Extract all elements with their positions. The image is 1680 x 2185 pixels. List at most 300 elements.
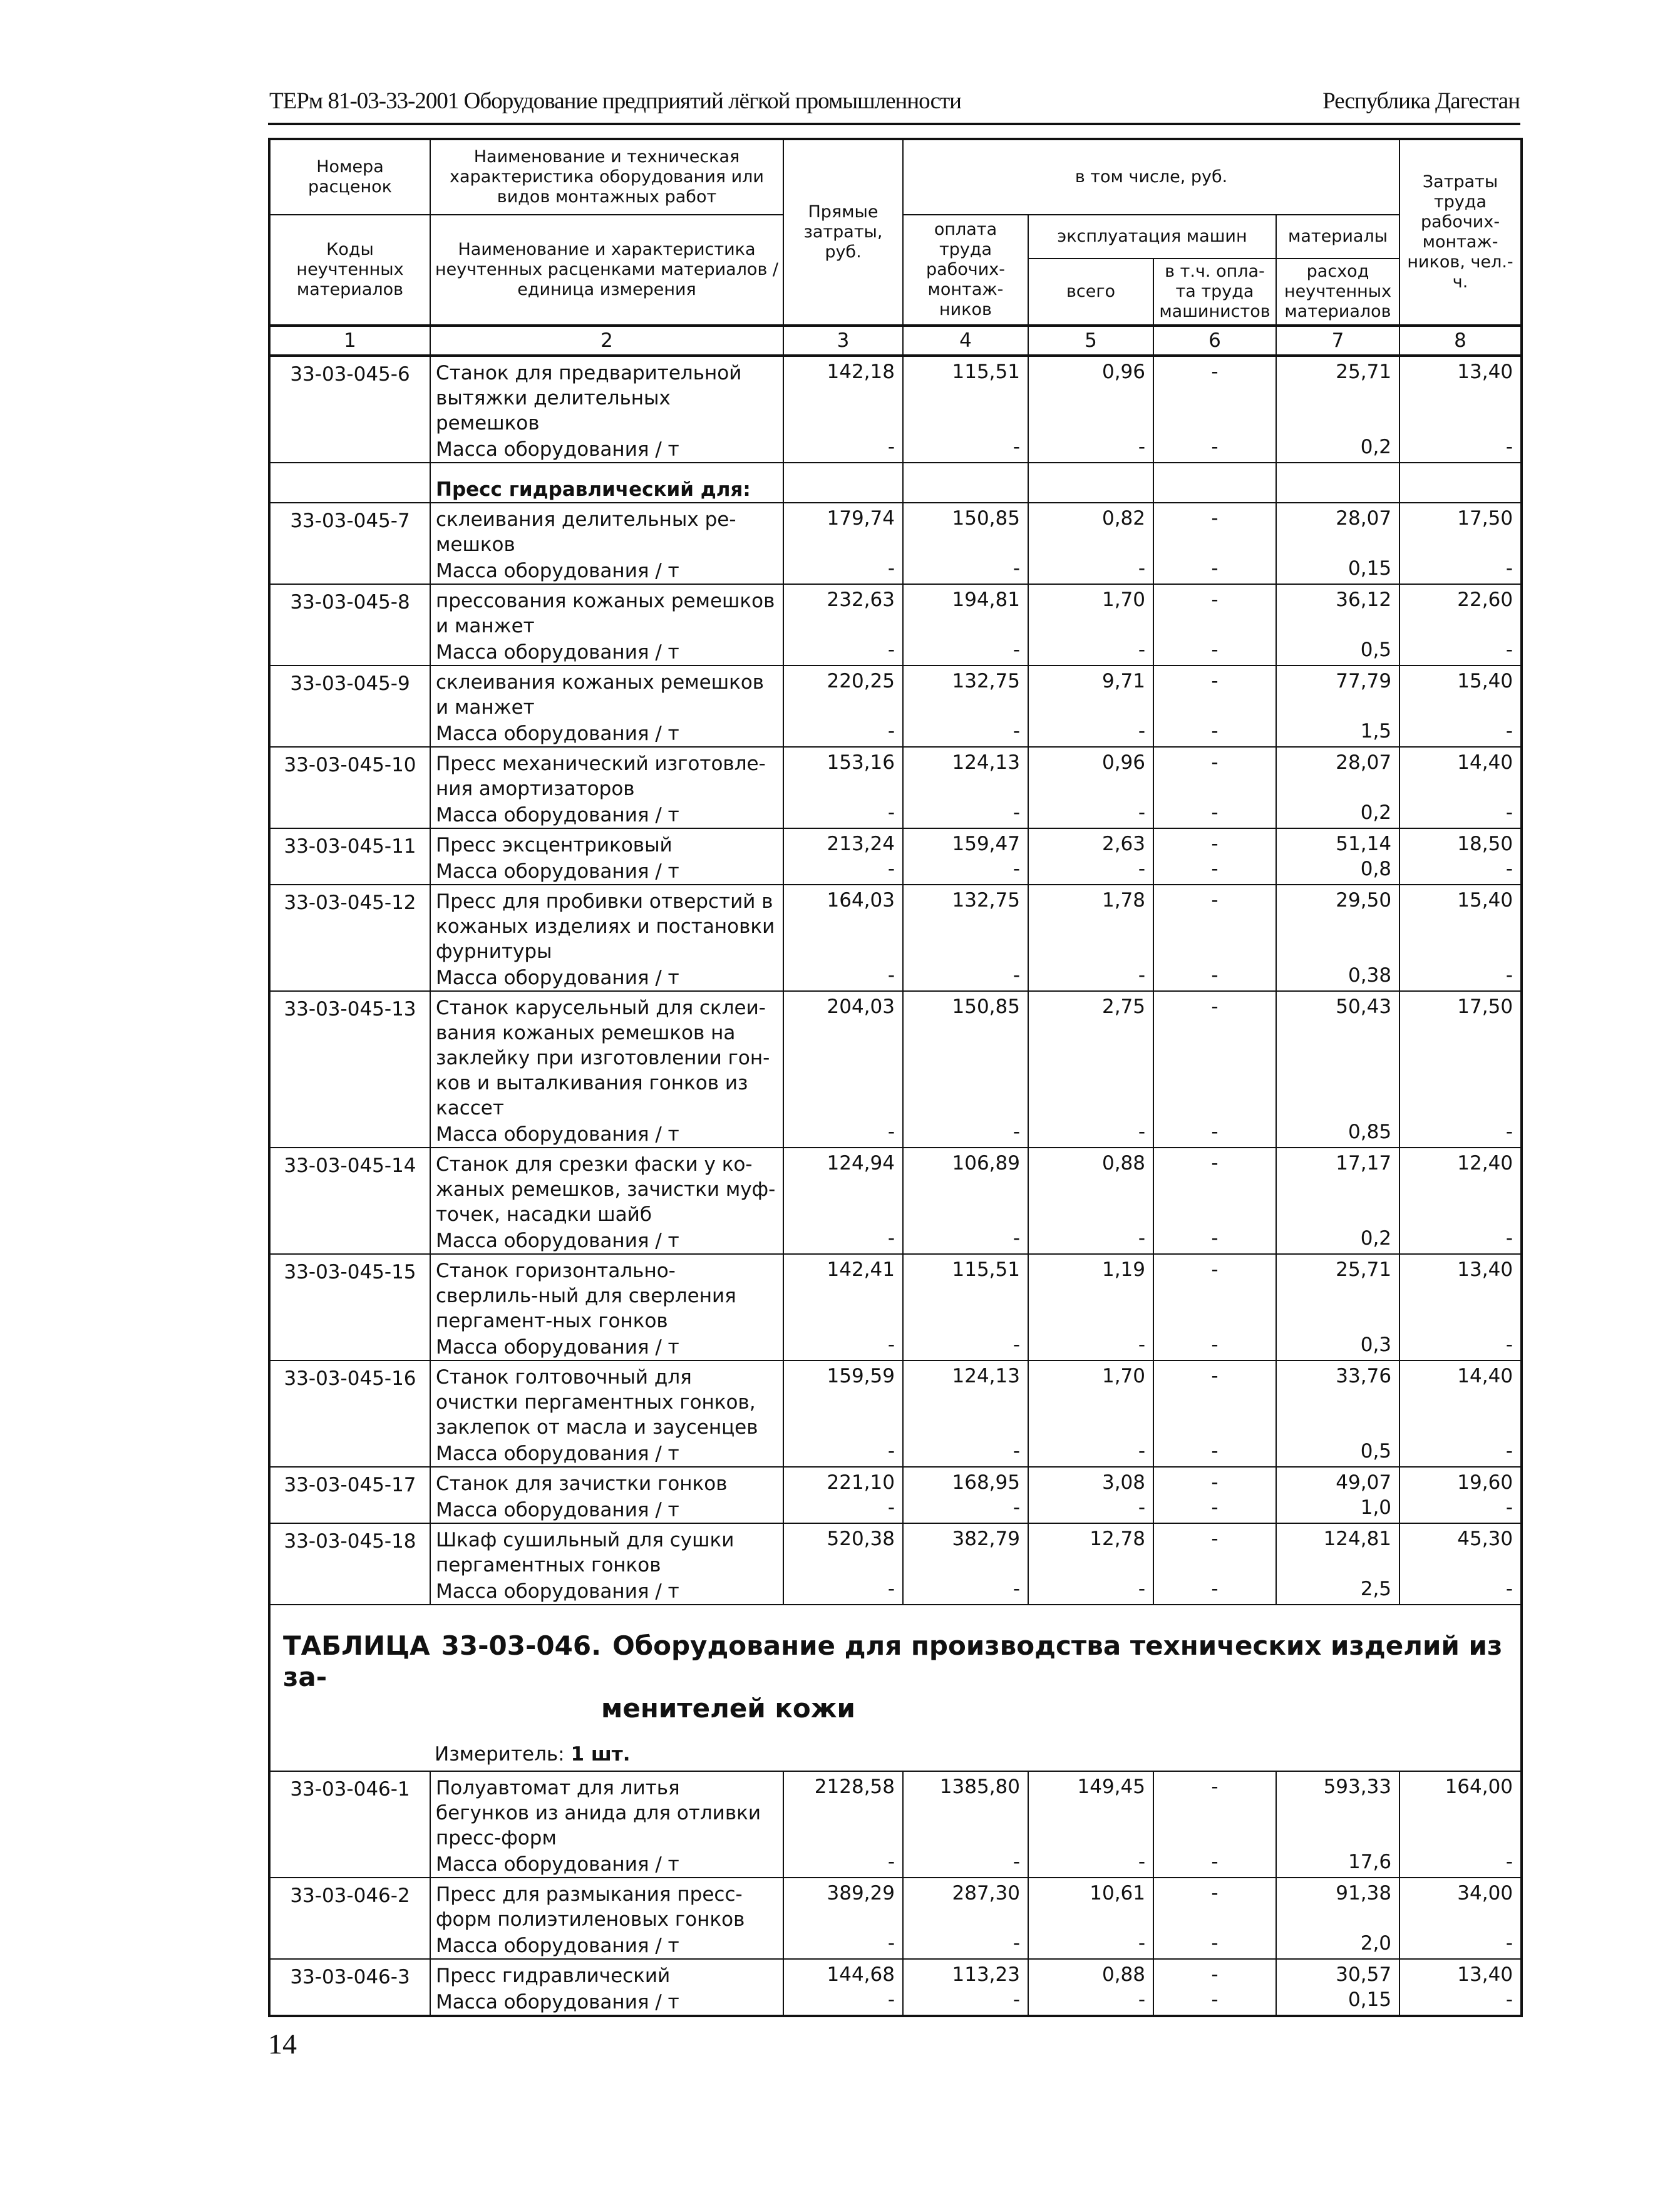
rate-row <box>269 1148 1522 1227</box>
mass-labor-pay-value: - <box>903 1496 1028 1523</box>
material-value: 28,07 <box>1276 503 1399 557</box>
mass-machine-total-value: - <box>1028 1496 1153 1523</box>
mass-label: Масса оборудования / т <box>430 1121 783 1148</box>
rate-code: 33-03-045-17 <box>269 1467 430 1496</box>
mass-material-value: 2,5 <box>1276 1578 1399 1605</box>
rate-row <box>269 584 1522 639</box>
mass-code <box>269 1121 430 1148</box>
table-label: ТАБЛИЦА <box>283 1630 430 1661</box>
machine-total-value: 0,82 <box>1028 503 1153 557</box>
mass-label: Масса оборудования / т <box>430 1988 783 2016</box>
material-value: 30,57 <box>1276 1959 1399 1988</box>
mass-code <box>269 1988 430 2016</box>
mass-labor-hours-value: - <box>1399 1121 1522 1148</box>
mass-machinist-pay-value: - <box>1153 1334 1276 1360</box>
mass-direct-cost-value: - <box>783 801 903 828</box>
material-value: 25,71 <box>1276 1254 1399 1334</box>
labor-hours-value: 13,40 <box>1399 1959 1522 1988</box>
labor-pay-value: 132,75 <box>903 666 1028 720</box>
mass-labor-hours-value: - <box>1399 1334 1522 1360</box>
mass-direct-cost-value: - <box>783 964 903 991</box>
header-labor-pay: оплата труда рабочих-монтаж-ников <box>903 215 1028 326</box>
direct-cost-value: 142,18 <box>783 356 903 436</box>
section-row <box>269 463 1522 503</box>
rate-row <box>269 666 1522 720</box>
rate-name: Станок карусельный для склеи-вания кожаных ремешков на заклейку при изготовлении гон-ков и выталкивания гонков из кассет <box>430 991 783 1121</box>
column-number: 6 <box>1153 326 1276 356</box>
mass-machine-total-value: - <box>1028 964 1153 991</box>
mass-code <box>269 801 430 828</box>
mass-labor-hours-value: - <box>1399 1227 1522 1254</box>
mass-material-value: 0,15 <box>1276 557 1399 584</box>
mass-code <box>269 639 430 666</box>
machine-total-value: 1,78 <box>1028 885 1153 964</box>
mass-row <box>269 1851 1522 1878</box>
rate-code: 33-03-045-6 <box>269 356 430 436</box>
labor-hours-value: 14,40 <box>1399 1360 1522 1440</box>
mass-machine-total-value: - <box>1028 1578 1153 1605</box>
mass-labor-pay-value: - <box>903 1988 1028 2016</box>
machine-total-value: 149,45 <box>1028 1771 1153 1851</box>
mass-direct-cost-value: - <box>783 1932 903 1959</box>
material-value: 77,79 <box>1276 666 1399 720</box>
mass-label: Масса оборудования / т <box>430 858 783 885</box>
table-header <box>269 139 1522 356</box>
mass-labor-pay-value: - <box>903 1851 1028 1878</box>
mass-labor-hours-value: - <box>1399 801 1522 828</box>
labor-pay-value: 1385,80 <box>903 1771 1028 1851</box>
column-number: 3 <box>783 326 903 356</box>
direct-cost-value: 124,94 <box>783 1148 903 1227</box>
mass-direct-cost-value: - <box>783 1121 903 1148</box>
mass-code <box>269 1440 430 1467</box>
rate-code: 33-03-045-14 <box>269 1148 430 1227</box>
direct-cost-value: 232,63 <box>783 584 903 639</box>
mass-machine-total-value: - <box>1028 720 1153 747</box>
rate-code: 33-03-045-9 <box>269 666 430 720</box>
table-title-text-cont: менителей кожи <box>601 1693 855 1724</box>
header-rate-numbers: Номера расценок <box>269 139 430 215</box>
document-code-header: ТЕРм 81-03-33-2001 Оборудование предприятий лёгкой промышленности <box>269 88 961 114</box>
rate-name: прессования кожаных ремешков и манжет <box>430 584 783 639</box>
mass-label: Масса оборудования / т <box>430 964 783 991</box>
mass-material-value: 0,5 <box>1276 1440 1399 1467</box>
machine-total-value: 2,75 <box>1028 991 1153 1121</box>
mass-label: Масса оборудования / т <box>430 1578 783 1605</box>
header-material-name: Наименование и характеристика неучтенных расценками материалов / единица измерения <box>430 215 783 326</box>
rate-row <box>269 1878 1522 1932</box>
material-value: 124,81 <box>1276 1523 1399 1578</box>
mass-row <box>269 801 1522 828</box>
machinist-pay-value: - <box>1153 1254 1276 1334</box>
mass-direct-cost-value: - <box>783 1440 903 1467</box>
header-material-consumption: расход неучтенных материалов <box>1276 259 1399 326</box>
header-machinist-pay: в т.ч. опла-та труда машинистов <box>1153 259 1276 326</box>
machinist-pay-value: - <box>1153 356 1276 436</box>
column-number: 4 <box>903 326 1028 356</box>
section-empty-cell <box>1276 463 1399 503</box>
mass-label: Масса оборудования / т <box>430 1932 783 1959</box>
mass-labor-hours-value: - <box>1399 1932 1522 1959</box>
mass-labor-hours-value: - <box>1399 858 1522 885</box>
direct-cost-value: 213,24 <box>783 828 903 858</box>
rate-name: Полуавтомат для литья бегунков из анида для отливки пресс-форм <box>430 1771 783 1851</box>
mass-machinist-pay-value: - <box>1153 1851 1276 1878</box>
mass-machine-total-value: - <box>1028 1988 1153 2016</box>
rate-name: Пресс гидравлический <box>430 1959 783 1988</box>
mass-machinist-pay-value: - <box>1153 1988 1276 2016</box>
mass-label: Масса оборудования / т <box>430 801 783 828</box>
mass-direct-cost-value: - <box>783 1851 903 1878</box>
machine-total-value: 0,96 <box>1028 356 1153 436</box>
rate-code: 33-03-045-10 <box>269 747 430 801</box>
header-total: всего <box>1028 259 1153 326</box>
labor-pay-value: 124,13 <box>903 1360 1028 1440</box>
mass-label: Масса оборудования / т <box>430 639 783 666</box>
machinist-pay-value: - <box>1153 1771 1276 1851</box>
rate-name: Шкаф сушильный для сушки пергаментных гонков <box>430 1523 783 1578</box>
labor-hours-value: 22,60 <box>1399 584 1522 639</box>
mass-row <box>269 1334 1522 1360</box>
labor-pay-value: 168,95 <box>903 1467 1028 1496</box>
rate-name: Пресс эксцентриковый <box>430 828 783 858</box>
machine-total-value: 0,96 <box>1028 747 1153 801</box>
rate-row <box>269 1360 1522 1440</box>
rate-row <box>269 1467 1522 1496</box>
measure-label: Измеритель: <box>435 1743 565 1766</box>
mass-direct-cost-value: - <box>783 858 903 885</box>
rate-row <box>269 991 1522 1121</box>
mass-machinist-pay-value: - <box>1153 557 1276 584</box>
table-title-row <box>269 1605 1522 1730</box>
mass-machinist-pay-value: - <box>1153 858 1276 885</box>
material-value: 33,76 <box>1276 1360 1399 1440</box>
labor-hours-value: 13,40 <box>1399 356 1522 436</box>
mass-machine-total-value: - <box>1028 1121 1153 1148</box>
labor-hours-value: 34,00 <box>1399 1878 1522 1932</box>
labor-pay-value: 194,81 <box>903 584 1028 639</box>
mass-labor-pay-value: - <box>903 1440 1028 1467</box>
mass-machinist-pay-value: - <box>1153 436 1276 463</box>
machinist-pay-value: - <box>1153 1360 1276 1440</box>
labor-hours-value: 19,60 <box>1399 1467 1522 1496</box>
mass-code <box>269 436 430 463</box>
mass-code <box>269 1851 430 1878</box>
header-equipment-name: Наименование и техническая характеристика оборудования или видов монтажных работ <box>430 139 783 215</box>
mass-direct-cost-value: - <box>783 720 903 747</box>
rate-row <box>269 1523 1522 1578</box>
mass-labor-pay-value: - <box>903 1121 1028 1148</box>
mass-code <box>269 1227 430 1254</box>
mass-row <box>269 1578 1522 1605</box>
direct-cost-value: 164,03 <box>783 885 903 964</box>
mass-material-value: 0,85 <box>1276 1121 1399 1148</box>
rate-row <box>269 1771 1522 1851</box>
mass-machine-total-value: - <box>1028 436 1153 463</box>
header-labor-costs: Затраты труда рабочих-монтаж-ников, чел.-ч. <box>1399 139 1522 326</box>
rate-name: склеивания делительных ре-мешков <box>430 503 783 557</box>
material-value: 17,17 <box>1276 1148 1399 1227</box>
mass-material-value: 1,5 <box>1276 720 1399 747</box>
section-title: Пресс гидравлический для: <box>430 463 783 503</box>
labor-hours-value: 12,40 <box>1399 1148 1522 1227</box>
labor-pay-value: 150,85 <box>903 503 1028 557</box>
mass-machinist-pay-value: - <box>1153 801 1276 828</box>
mass-labor-hours-value: - <box>1399 1440 1522 1467</box>
header-machine-exploitation: эксплуатация машин <box>1028 215 1276 259</box>
rate-name: Пресс механический изготовле-ния амортизаторов <box>430 747 783 801</box>
mass-material-value: 0,38 <box>1276 964 1399 991</box>
mass-code <box>269 964 430 991</box>
mass-row <box>269 557 1522 584</box>
mass-labor-pay-value: - <box>903 436 1028 463</box>
rate-name: Станок горизонтально-сверлиль-ный для сверления пергамент-ных гонков <box>430 1254 783 1334</box>
mass-label: Масса оборудования / т <box>430 1496 783 1523</box>
measure-value: 1 шт. <box>570 1743 631 1766</box>
machinist-pay-value: - <box>1153 666 1276 720</box>
mass-machinist-pay-value: - <box>1153 1440 1276 1467</box>
rate-code: 33-03-045-15 <box>269 1254 430 1334</box>
rate-name: Станок для срезки фаски у ко-жаных ремешков, зачистки муф-точек, насадки шайб <box>430 1148 783 1227</box>
column-number: 8 <box>1399 326 1522 356</box>
mass-row <box>269 1496 1522 1523</box>
mass-direct-cost-value: - <box>783 639 903 666</box>
labor-hours-value: 17,50 <box>1399 503 1522 557</box>
mass-label: Масса оборудования / т <box>430 1227 783 1254</box>
table-number: 33-03-046. <box>441 1630 602 1661</box>
machine-total-value: 0,88 <box>1028 1148 1153 1227</box>
mass-labor-hours-value: - <box>1399 720 1522 747</box>
direct-cost-value: 204,03 <box>783 991 903 1121</box>
mass-machine-total-value: - <box>1028 1227 1153 1254</box>
header-including: в том числе, руб. <box>903 139 1399 215</box>
rate-row <box>269 503 1522 557</box>
direct-cost-value: 2128,58 <box>783 1771 903 1851</box>
mass-row <box>269 436 1522 463</box>
material-value: 29,50 <box>1276 885 1399 964</box>
column-numbers-row <box>269 326 1522 356</box>
rate-code: 33-03-045-18 <box>269 1523 430 1578</box>
mass-labor-hours-value: - <box>1399 1496 1522 1523</box>
machine-total-value: 1,70 <box>1028 584 1153 639</box>
mass-direct-cost-value: - <box>783 1227 903 1254</box>
labor-hours-value: 18,50 <box>1399 828 1522 858</box>
mass-labor-hours-value: - <box>1399 557 1522 584</box>
machine-total-value: 0,88 <box>1028 1959 1153 1988</box>
mass-material-value: 1,0 <box>1276 1496 1399 1523</box>
mass-machinist-pay-value: - <box>1153 639 1276 666</box>
rate-name: склеивания кожаных ремешков и манжет <box>430 666 783 720</box>
rate-row <box>269 885 1522 964</box>
labor-pay-value: 113,23 <box>903 1959 1028 1988</box>
labor-hours-value: 15,40 <box>1399 885 1522 964</box>
mass-row <box>269 1440 1522 1467</box>
region-header: Республика Дагестан <box>1322 88 1520 114</box>
price-table <box>268 138 1523 2017</box>
machinist-pay-value: - <box>1153 828 1276 858</box>
mass-labor-pay-value: - <box>903 1334 1028 1360</box>
material-value: 25,71 <box>1276 356 1399 436</box>
mass-direct-cost-value: - <box>783 557 903 584</box>
table-title <box>269 1605 1522 1730</box>
mass-direct-cost-value: - <box>783 1988 903 2016</box>
direct-cost-value: 520,38 <box>783 1523 903 1578</box>
mass-material-value: 2,0 <box>1276 1932 1399 1959</box>
mass-direct-cost-value: - <box>783 436 903 463</box>
table-body <box>269 356 1522 2016</box>
rate-row <box>269 747 1522 801</box>
rate-name: Пресс для размыкания пресс-форм полиэтиленовых гонков <box>430 1878 783 1932</box>
machine-total-value: 2,63 <box>1028 828 1153 858</box>
rate-row <box>269 356 1522 436</box>
mass-material-value: 0,15 <box>1276 1988 1399 2016</box>
mass-machine-total-value: - <box>1028 1334 1153 1360</box>
rate-name: Станок для зачистки гонков <box>430 1467 783 1496</box>
mass-machinist-pay-value: - <box>1153 1227 1276 1254</box>
labor-hours-value: 13,40 <box>1399 1254 1522 1334</box>
labor-pay-value: 115,51 <box>903 1254 1028 1334</box>
mass-code <box>269 720 430 747</box>
machinist-pay-value: - <box>1153 503 1276 557</box>
mass-material-value: 0,8 <box>1276 858 1399 885</box>
mass-labor-pay-value: - <box>903 1578 1028 1605</box>
material-value: 49,07 <box>1276 1467 1399 1496</box>
labor-pay-value: 115,51 <box>903 356 1028 436</box>
mass-row <box>269 720 1522 747</box>
mass-material-value: 0,5 <box>1276 639 1399 666</box>
section-empty-cell <box>783 463 903 503</box>
rate-code: 33-03-045-11 <box>269 828 430 858</box>
mass-machinist-pay-value: - <box>1153 1121 1276 1148</box>
direct-cost-value: 144,68 <box>783 1959 903 1988</box>
mass-code <box>269 1932 430 1959</box>
table-title-text: Оборудование для производства технических изделий из за- <box>283 1630 1503 1692</box>
material-value: 91,38 <box>1276 1878 1399 1932</box>
mass-direct-cost-value: - <box>783 1334 903 1360</box>
mass-labor-pay-value: - <box>903 557 1028 584</box>
machine-total-value: 1,70 <box>1028 1360 1153 1440</box>
mass-code <box>269 557 430 584</box>
column-number: 5 <box>1028 326 1153 356</box>
rate-code: 33-03-046-1 <box>269 1771 430 1851</box>
mass-label: Масса оборудования / т <box>430 1334 783 1360</box>
mass-labor-hours-value: - <box>1399 639 1522 666</box>
mass-material-value: 17,6 <box>1276 1851 1399 1878</box>
section-code-cell <box>269 463 430 503</box>
rate-code: 33-03-045-12 <box>269 885 430 964</box>
mass-direct-cost-value: - <box>783 1496 903 1523</box>
machinist-pay-value: - <box>1153 1878 1276 1932</box>
mass-row <box>269 964 1522 991</box>
mass-code <box>269 858 430 885</box>
machine-total-value: 3,08 <box>1028 1467 1153 1496</box>
machine-total-value: 12,78 <box>1028 1523 1153 1578</box>
mass-label: Масса оборудования / т <box>430 720 783 747</box>
rate-row <box>269 1254 1522 1334</box>
mass-machine-total-value: - <box>1028 1932 1153 1959</box>
mass-labor-pay-value: - <box>903 964 1028 991</box>
machinist-pay-value: - <box>1153 584 1276 639</box>
labor-hours-value: 17,50 <box>1399 991 1522 1121</box>
mass-labor-hours-value: - <box>1399 436 1522 463</box>
measure-row <box>269 1730 1522 1771</box>
labor-pay-value: 287,30 <box>903 1878 1028 1932</box>
rate-row <box>269 828 1522 858</box>
mass-machine-total-value: - <box>1028 557 1153 584</box>
direct-cost-value: 220,25 <box>783 666 903 720</box>
direct-cost-value: 389,29 <box>783 1878 903 1932</box>
rate-name: Станок для предварительной вытяжки делительных ремешков <box>430 356 783 436</box>
mass-labor-pay-value: - <box>903 720 1028 747</box>
page-number: 14 <box>268 2028 297 2060</box>
machinist-pay-value: - <box>1153 885 1276 964</box>
mass-machinist-pay-value: - <box>1153 1932 1276 1959</box>
mass-material-value: 0,2 <box>1276 436 1399 463</box>
header-materials: материалы <box>1276 215 1399 259</box>
mass-code <box>269 1578 430 1605</box>
labor-pay-value: 106,89 <box>903 1148 1028 1227</box>
rate-code: 33-03-045-13 <box>269 991 430 1121</box>
direct-cost-value: 179,74 <box>783 503 903 557</box>
mass-material-value: 0,3 <box>1276 1334 1399 1360</box>
mass-labor-pay-value: - <box>903 801 1028 828</box>
section-empty-cell <box>903 463 1028 503</box>
material-value: 593,33 <box>1276 1771 1399 1851</box>
labor-hours-value: 14,40 <box>1399 747 1522 801</box>
machinist-pay-value: - <box>1153 1959 1276 1988</box>
rate-code: 33-03-045-7 <box>269 503 430 557</box>
rate-name: Пресс для пробивки отверстий в кожаных изделиях и постановки фурнитуры <box>430 885 783 964</box>
mass-labor-pay-value: - <box>903 639 1028 666</box>
direct-cost-value: 153,16 <box>783 747 903 801</box>
mass-row <box>269 1988 1522 2016</box>
rate-code: 33-03-046-2 <box>269 1878 430 1932</box>
machinist-pay-value: - <box>1153 1523 1276 1578</box>
column-number: 2 <box>430 326 783 356</box>
machinist-pay-value: - <box>1153 991 1276 1121</box>
rate-name: Станок голтовочный для очистки пергаментных гонков, заклепок от масла и заусенцев <box>430 1360 783 1440</box>
mass-labor-pay-value: - <box>903 1227 1028 1254</box>
material-value: 28,07 <box>1276 747 1399 801</box>
rate-code: 33-03-045-8 <box>269 584 430 639</box>
labor-pay-value: 132,75 <box>903 885 1028 964</box>
header-rule <box>268 123 1520 125</box>
machine-total-value: 1,19 <box>1028 1254 1153 1334</box>
mass-row <box>269 639 1522 666</box>
mass-machinist-pay-value: - <box>1153 1496 1276 1523</box>
rate-row <box>269 1959 1522 1988</box>
mass-labor-hours-value: - <box>1399 1578 1522 1605</box>
mass-code <box>269 1496 430 1523</box>
mass-machine-total-value: - <box>1028 1440 1153 1467</box>
machinist-pay-value: - <box>1153 1148 1276 1227</box>
labor-pay-value: 382,79 <box>903 1523 1028 1578</box>
machine-total-value: 9,71 <box>1028 666 1153 720</box>
material-value: 51,14 <box>1276 828 1399 858</box>
machinist-pay-value: - <box>1153 747 1276 801</box>
labor-hours-value: 164,00 <box>1399 1771 1522 1851</box>
labor-pay-value: 159,47 <box>903 828 1028 858</box>
labor-hours-value: 15,40 <box>1399 666 1522 720</box>
section-empty-cell <box>1153 463 1276 503</box>
mass-labor-pay-value: - <box>903 1932 1028 1959</box>
mass-label: Масса оборудования / т <box>430 557 783 584</box>
mass-labor-pay-value: - <box>903 858 1028 885</box>
section-empty-cell <box>1028 463 1153 503</box>
header-direct-costs: Прямые затраты, руб. <box>783 139 903 326</box>
rate-code: 33-03-045-16 <box>269 1360 430 1440</box>
mass-machinist-pay-value: - <box>1153 964 1276 991</box>
